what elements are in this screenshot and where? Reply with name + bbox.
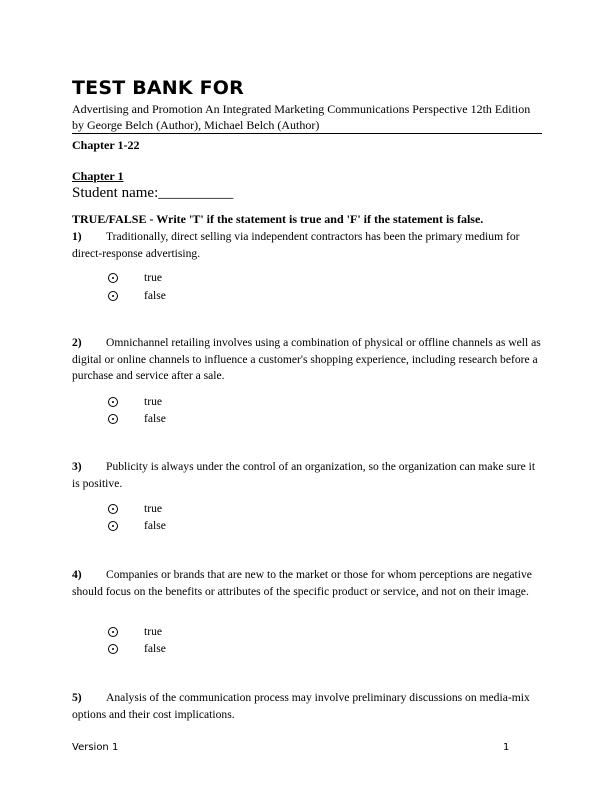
question-2 — [72, 335, 542, 385]
radio-button-icon[interactable] — [108, 521, 118, 531]
question-text: Analysis of the communication process may involve preliminary discussions on media-mix options and their cost implications. — [72, 691, 530, 721]
radio-button-icon[interactable] — [108, 414, 118, 424]
radio-button-icon[interactable] — [108, 397, 118, 407]
question-number: 3) — [72, 460, 82, 473]
book-title: Advertising and Promotion An Integrated Marketing Communications Perspective 12th Edition — [72, 102, 531, 116]
header-divider — [72, 133, 542, 134]
radio-button-icon[interactable] — [108, 627, 118, 637]
question-number: 1) — [72, 230, 82, 243]
question-number: 4) — [72, 568, 82, 581]
option-label: false — [144, 519, 166, 532]
chapter-heading: Chapter 1 — [72, 169, 124, 183]
section-instructions: TRUE/FALSE - Write 'T' if the statement is true and 'F' if the statement is false. — [72, 212, 484, 226]
radio-button-icon[interactable] — [108, 291, 118, 301]
option-label: false — [144, 412, 166, 425]
question-text: Publicity is always under the control of an organization, so the organization can make sure it is positive. — [72, 460, 536, 490]
option-label: true — [144, 502, 163, 515]
book-info — [72, 101, 542, 133]
chapter-range: Chapter 1-22 — [72, 138, 140, 152]
option-label: true — [144, 625, 163, 638]
book-authors: by George Belch (Author), Michael Belch (Author) — [72, 118, 320, 132]
radio-button-icon[interactable] — [108, 644, 118, 654]
question-4 — [72, 567, 542, 600]
question-number: 5) — [72, 691, 82, 704]
option-label: true — [144, 271, 163, 284]
question-5 — [72, 690, 542, 723]
option-label: false — [144, 289, 166, 302]
question-1 — [72, 229, 542, 262]
page-title: TEST BANK FOR — [72, 77, 244, 99]
question-text: Omnichannel retailing involves using a combination of physical or offline channels as well as digital or online channels to influence a customer's shopping experience, including research before a purchase and service after a sale. — [72, 336, 541, 382]
option-label: true — [144, 395, 163, 408]
question-3 — [72, 459, 542, 492]
radio-button-icon[interactable] — [108, 273, 118, 283]
question-text: Traditionally, direct selling via independent contractors has been the primary medium for direct-response advertising. — [72, 230, 520, 260]
option-label: false — [144, 642, 166, 655]
student-name-field: Student name:__________ — [72, 185, 234, 201]
question-number: 2) — [72, 336, 82, 349]
footer-version: Version 1 — [72, 742, 119, 753]
question-text: Companies or brands that are new to the market or those for whom perceptions are negative should focus on the benefits or attributes of the specific product or service, and not on their image. — [72, 568, 532, 598]
footer-page-number: 1 — [503, 742, 510, 753]
radio-button-icon[interactable] — [108, 504, 118, 514]
